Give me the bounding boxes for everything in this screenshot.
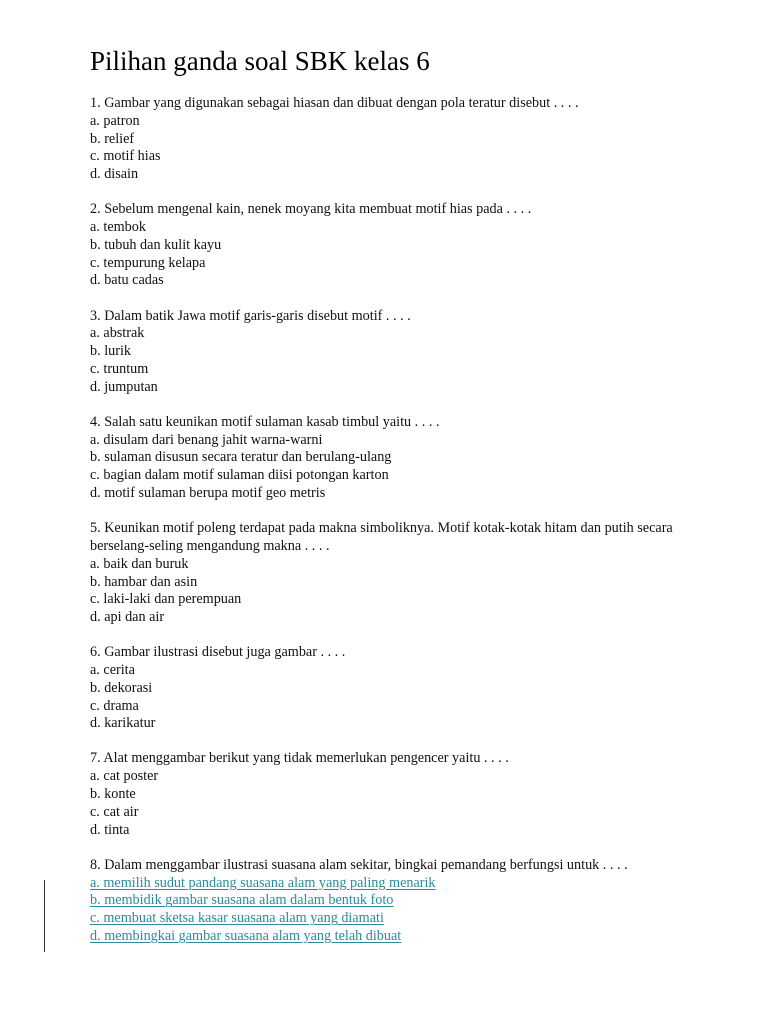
question-7 [90,750,730,839]
option-b-link[interactable]: b. membidik gambar suasana alam dalam bentuk foto [90,892,394,909]
option-a: a. disulam dari benang jahit warna-warni [90,431,323,448]
question-5 [90,520,730,627]
question-8 [90,857,730,946]
option-d: d. motif sulaman berupa motif geo metris [90,485,326,502]
question-text: 7. Alat menggambar berikut yang tidak memerlukan pengencer yaitu . . . . [90,750,509,767]
option-a: a. tembok [90,219,146,236]
option-b: b. lurik [90,343,131,360]
option-d: d. disain [90,166,139,183]
option-d: d. tinta [90,821,130,838]
option-d: d. api dan air [90,609,165,626]
question-2 [90,201,730,290]
question-4 [90,414,730,503]
question-6 [90,644,730,733]
page-title: Pilihan ganda soal SBK kelas 6 [90,45,430,77]
question-text: 4. Salah satu keunikan motif sulaman kasab timbul yaitu . . . . [90,413,440,430]
option-a: a. patron [90,112,140,129]
question-text: 1. Gambar yang digunakan sebagai hiasan dan dibuat dengan pola teratur disebut . . . . [90,95,579,111]
option-a-link[interactable]: a. memilih sudut pandang suasana alam yang paling menarik [90,874,436,891]
question-text: 3. Dalam batik Jawa motif garis-garis disebut motif . . . . [90,307,411,324]
option-a: a. cerita [90,662,135,678]
option-b: b. relief [90,130,135,147]
option-c: c. cat air [90,803,139,820]
option-c: c. motif hias [90,148,161,165]
option-b: b. hambar dan asin [90,573,198,590]
document-page [90,44,730,963]
question-3 [90,308,730,397]
option-c: c. truntum [90,360,149,377]
option-a: a. baik dan buruk [90,555,189,572]
option-a: a. cat poster [90,768,159,785]
option-b: b. tubuh dan kulit kayu [90,236,222,253]
question-text: 8. Dalam menggambar ilustrasi suasana alam sekitar, bingkai pemandang berfungsi untuk . . . . [90,856,628,873]
option-c: c. bagian dalam motif sulaman diisi potongan karton [90,467,389,484]
option-d: d. batu cadas [90,272,164,289]
option-b: b. sulaman disusun secara teratur dan berulang-ulang [90,449,392,466]
option-a: a. abstrak [90,325,145,342]
option-d: d. karikatur [90,715,156,732]
option-b: b. konte [90,786,136,803]
option-b: b. dekorasi [90,679,153,696]
option-d-link[interactable]: d. membingkai gambar suasana alam yang telah dibuat [90,927,402,944]
margin-change-bar [44,880,45,952]
option-c: c. drama [90,697,139,714]
option-c-link[interactable]: c. membuat sketsa kasar suasana alam yang diamati [90,910,384,927]
question-text-line-2: berselang-seling mengandung makna . . . . [90,537,330,554]
option-c: c. laki-laki dan perempuan [90,591,242,608]
question-1 [90,95,730,184]
question-text-line-1: 5. Keunikan motif poleng terdapat pada makna simboliknya. Motif kotak-kotak hitam dan putih secara [90,520,673,537]
question-text: 2. Sebelum mengenal kain, nenek moyang kita membuat motif hias pada . . . . [90,201,532,218]
option-c: c. tempurung kelapa [90,254,206,271]
option-d: d. jumputan [90,378,158,395]
question-text: 6. Gambar ilustrasi disebut juga gambar . . . . [90,644,346,661]
